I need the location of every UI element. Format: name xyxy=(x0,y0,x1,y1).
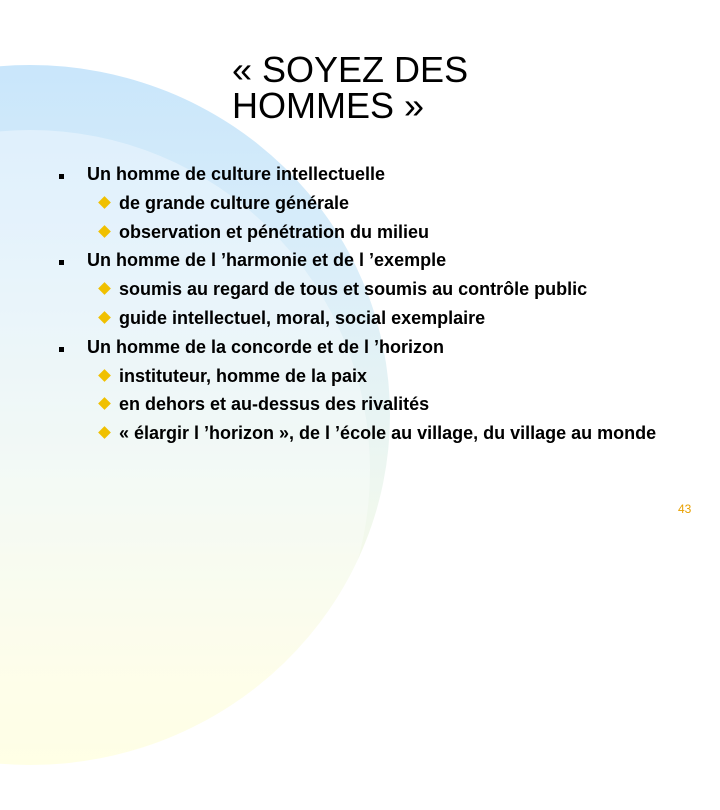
sub-bullet-text: « élargir l ’horizon », de l ’école au village, du village au monde xyxy=(119,423,657,444)
sub-bullet-text: instituteur, homme de la paix xyxy=(119,365,368,386)
sub-bullet-item xyxy=(57,419,677,448)
sub-bullet-item xyxy=(57,218,677,247)
bullet-item xyxy=(57,246,677,275)
bullet-text: Un homme de l ’harmonie et de l ’exemple xyxy=(87,250,447,271)
diamond-bullet-icon xyxy=(98,311,111,324)
bullet-text: Un homme de la concorde et de l ’horizon xyxy=(87,336,445,357)
page-number: 43 xyxy=(678,502,692,516)
sub-bullet-item xyxy=(57,362,677,391)
diamond-bullet-icon xyxy=(98,398,111,411)
slide-title xyxy=(232,49,469,126)
sub-bullet-item xyxy=(57,189,677,218)
sub-bullet-item xyxy=(57,390,677,419)
square-bullet-icon xyxy=(59,174,64,179)
square-bullet-icon xyxy=(59,347,64,352)
bullet-text: Un homme de culture intellectuelle xyxy=(87,164,386,184)
sub-bullet-text: de grande culture générale xyxy=(119,192,350,213)
diamond-bullet-icon xyxy=(98,282,111,295)
sub-bullet-item xyxy=(57,275,677,304)
diamond-bullet-icon xyxy=(98,369,111,382)
bullet-list xyxy=(57,160,677,448)
slide-title-line-2: HOMMES » xyxy=(232,85,425,126)
bullet-item xyxy=(57,160,677,189)
slide-title-line-1: « SOYEZ DES xyxy=(232,49,469,90)
sub-bullet-item xyxy=(57,304,677,333)
square-bullet-icon xyxy=(59,260,64,265)
diamond-bullet-icon xyxy=(98,426,111,439)
diamond-bullet-icon xyxy=(98,196,111,209)
diamond-bullet-icon xyxy=(98,225,111,238)
sub-bullet-text: soumis au regard de tous et soumis au contrôle public xyxy=(119,279,588,300)
sub-bullet-text: en dehors et au-dessus des rivalités xyxy=(119,394,430,415)
sub-bullet-text: observation et pénétration du milieu xyxy=(119,221,430,242)
sub-bullet-text: guide intellectuel, moral, social exemplaire xyxy=(119,307,486,328)
bullet-item xyxy=(57,333,677,362)
